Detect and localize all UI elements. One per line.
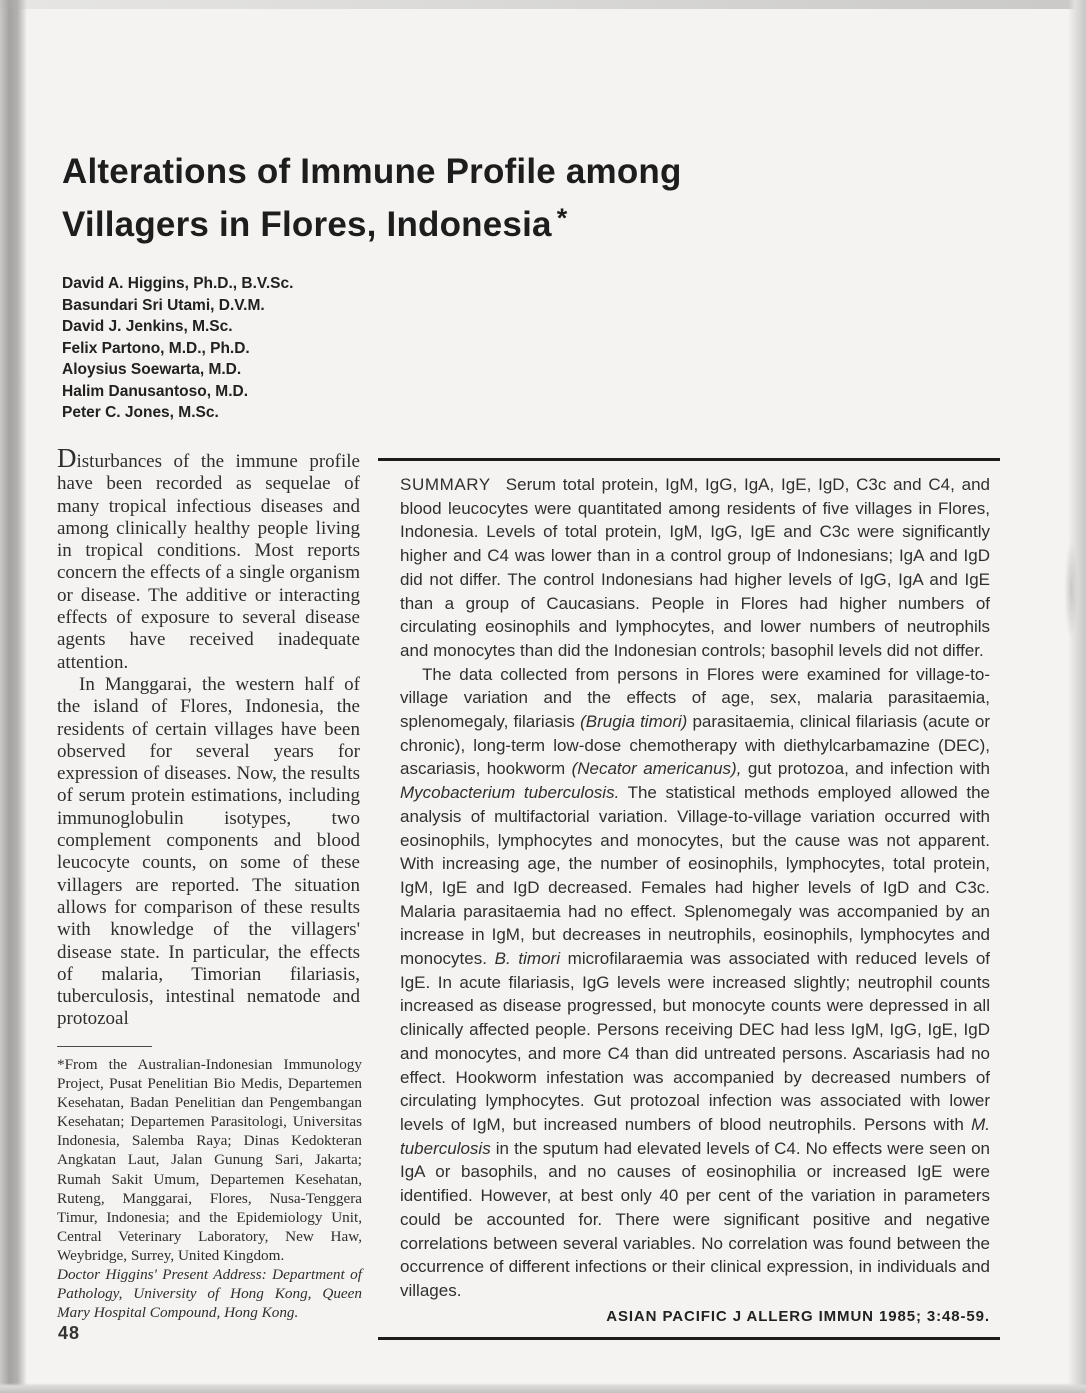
scan-edge-left: [0, 0, 27, 1393]
author: Basundari Sri Utami, D.V.M.: [62, 296, 265, 314]
intro-column: [57, 443, 360, 1031]
summary-text-segment: microfilaraemia was associated with reduced levels of IgE. In acute filariasis, IgG levels were increased slightly; neutrophil counts increased as disease progressed, but monocyte counts were depressed in all clinically affected people. Persons receiving DEC had less IgM, IgG, IgE, IgD and monocytes, and more C4 than did untreated persons. Ascariasis had no effect. Hookworm infestation was accompanied by decreased numbers of circulating lymphocytes. Gut protozoal infection was associated with lower levels of IgM, but increased numbers of blood neutrophils. Persons with: [400, 949, 990, 1134]
summary-paragraph-2: [400, 663, 990, 1303]
species-name-italic: (Brugia timori): [580, 712, 688, 732]
footnote-present-address: Doctor Higgins' Present Address: Department of Pathology, University of Hong Kong, Queen Mary Hospital Compound, Hong Kong.: [57, 1266, 362, 1322]
author: Aloysius Soewarta, M.D.: [62, 361, 242, 378]
species-name-italic: M. tuberculosis: [400, 1114, 990, 1158]
author: David J. Jenkins, M.Sc.: [62, 318, 233, 335]
summary-label: SUMMARY: [400, 475, 491, 494]
scan-edge-bottom: [0, 1383, 1086, 1393]
summary-text-segment: The statistical methods employed allowed the analysis of multifactorial variation. Village-to-village variation occurred with eosinophils, lymphocytes and monocytes, but the cause was not apparent. With increasing age, the number of eosinophils, lymphocytes, total protein, IgM, IgE and IgD decreased. Females had higher levels of IgD and C3c. Malaria parasitaemia had no effect. Splenomegaly was accompanied by an increase in IgM, but decreases in neutrophils, eosinophils, lymphocytes and monocytes.: [400, 783, 990, 969]
title-asterisk: *: [556, 203, 568, 233]
author: Felix Partono, M.D., Ph.D.: [62, 339, 250, 357]
species-name-italic: B. timori: [494, 949, 560, 969]
summary-text-segment: gut protozoa, and infection with: [741, 759, 991, 779]
footnote-rule: [57, 1046, 152, 1047]
summary-box: [378, 458, 1000, 1340]
summary-text-segment: parasitaemia, clinical filariasis (acute or chronic), long-term low-dose chemotherapy with diethylcarbamazine (DEC), ascariasis, hookworm: [400, 712, 990, 779]
summary-text-segment: The data collected from persons in Flores were examined for village-to-village variation and the effects of age, sex, malaria parasitaemia, splenomegaly, filariasis: [400, 664, 990, 732]
footnote: [57, 1046, 362, 1322]
footnote-affiliation: *From the Australian-Indonesian Immunology Project, Pusat Penelitian Bio Medis, Departemen Kesehatan, Badan Penelitian dan Pengembangan Kesehatan; Departemen Parasitologi, Universitas Indonesia, Salemba Raya; Dinas Kedokteran Angkatan Laut, Jalan Gunung Sari, Jakarta; Rumah Sakit Umum, Departemen Kesehatan, Ruteng, Manggarai, Flores, Nusa-Tenggera Timur, Indonesia; and the Epidemiology Unit, Central Veterinary Laboratory, New Haw, Weybridge, Surrey, United Kingdom.: [57, 1056, 362, 1264]
summary-text-segment: in the sputum had elevated levels of C4. No effects were seen on IgA or basophils, and no causes of eosinophilia or increased IgE were identified. However, at best only 40 per cent of the variation in parameters could be accounted for. There were significant positive and negative correlations between several variables. No correlation was found between the occurrence of different infections or their clinical expression, in individuals and villages.: [400, 1138, 990, 1300]
author-list: [62, 273, 293, 424]
journal-citation: ASIAN PACIFIC J ALLERG IMMUN 1985; 3:48-59.: [606, 1307, 990, 1325]
species-name-italic: Mycobacterium tuberculosis.: [400, 783, 620, 803]
intro-paragraph-1-text: isturbances of the immune profile have been recorded as sequelae of many tropical infectious diseases and among clinically healthy people living in tropical conditions. Most reports concern the effects of a single organism or disease. The additive or interacting effects of exposure to several disease agents have received inadequate attention.: [57, 451, 360, 673]
species-name-italic: (Necator americanus),: [571, 759, 742, 779]
author: Peter C. Jones, M.Sc.: [62, 404, 219, 421]
author: David A. Higgins, Ph.D., B.V.Sc.: [62, 275, 294, 292]
intro-paragraph-1: [57, 443, 360, 674]
author: Halim Danusantoso, M.D.: [62, 382, 249, 400]
summary-paragraph-1: [400, 473, 990, 663]
page-number: 48: [58, 1323, 81, 1343]
title-line-1: Alterations of Immune Profile among: [62, 152, 682, 191]
title-line-2: Villagers in Flores, Indonesia: [62, 205, 552, 244]
scan-edge-top: [0, 0, 1086, 9]
summary-paragraph-1-text: Serum total protein, IgM, IgG, IgA, IgE, IgD, C3c and C4, and blood leucocytes were quantitated among residents of five villages in Flores, Indonesia. Levels of total protein, IgM, IgG, IgE and C3c were significantly higher and C4 was lower than in a control group of Indonesians; IgA and IgD did not differ. The control Indonesians had higher levels of IgG, IgA and IgE than a group of Caucasians. People in Flores had higher numbers of circulating eosinophils and lymphocytes, and lower numbers of neutrophils and monocytes than did the Indonesian controls; basophil levels did not differ.: [400, 475, 990, 660]
scan-edge-right: [1068, 0, 1086, 1393]
drop-cap: D: [57, 443, 77, 473]
scan-edge-artifact: [1064, 540, 1078, 640]
intro-paragraph-2: In Manggarai, the western half of the island of Flores, Indonesia, the residents of certain villages have been observed for several years for expression of diseases. Now, the results of serum protein estimations, including immunoglobulin isotypes, two complement components and blood leucocyte counts, on some of these villagers are reported. The situation allows for comparison of these results with knowledge of the villagers' disease state. In particular, the effects of malaria, Timorian filariasis, tuberculosis, intestinal nematode and protozoal: [57, 673, 360, 1030]
page-title: [62, 148, 682, 248]
